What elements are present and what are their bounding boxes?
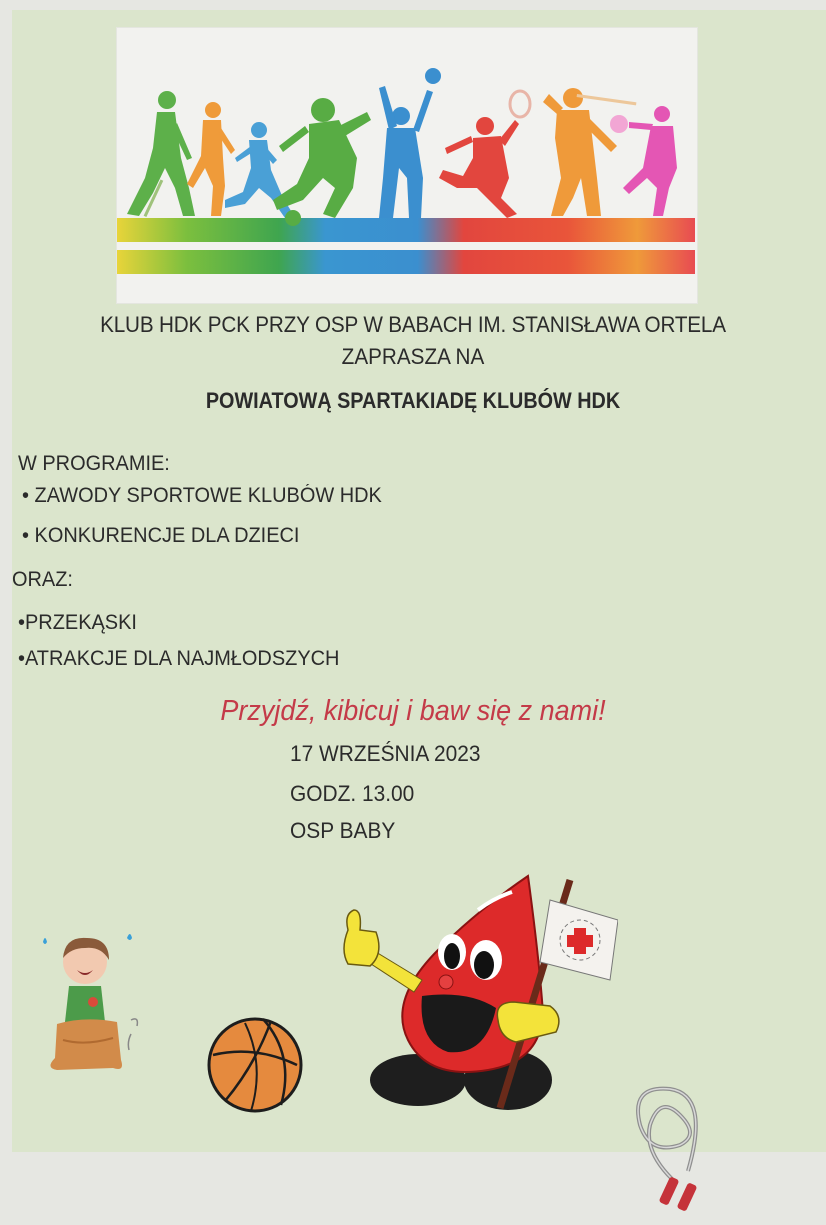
program-item: • ZAWODY SPORTOWE KLUBÓW HDK	[22, 484, 382, 507]
sack-race-boy-icon	[35, 930, 145, 1075]
jump-rope-icon	[610, 1075, 740, 1225]
slogan: Przyjdź, kibicuj i baw się z nami!	[220, 695, 606, 727]
event-title: POWIATOWĄ SPARTAKIADĘ KLUBÓW HDK	[205, 388, 621, 413]
program-heading: W PROGRAMIE:	[18, 452, 170, 475]
extras-heading: ORAZ:	[12, 568, 73, 591]
program-item: • KONKURENCJE DLA DZIECI	[22, 524, 300, 547]
event-place: OSP BABY	[290, 818, 396, 843]
sports-silhouettes-icon	[117, 28, 697, 303]
extras-item: •PRZEKĄSKI	[18, 611, 137, 634]
invites-text: ZAPRASZA NA	[341, 344, 485, 369]
event-time: GODZ. 13.00	[290, 781, 415, 806]
sports-banner	[117, 28, 697, 303]
extras-item: •ATRAKCJE DLA NAJMŁODSZYCH	[18, 647, 340, 670]
event-date: 17 WRZEŚNIA 2023	[290, 741, 481, 766]
blood-drop-mascot-icon	[318, 870, 618, 1120]
organizer-text: KLUB HDK PCK PRZY OSP W BABACH IM. STANISŁAWA ORTELA	[100, 312, 726, 337]
basketball-icon	[205, 1015, 305, 1115]
